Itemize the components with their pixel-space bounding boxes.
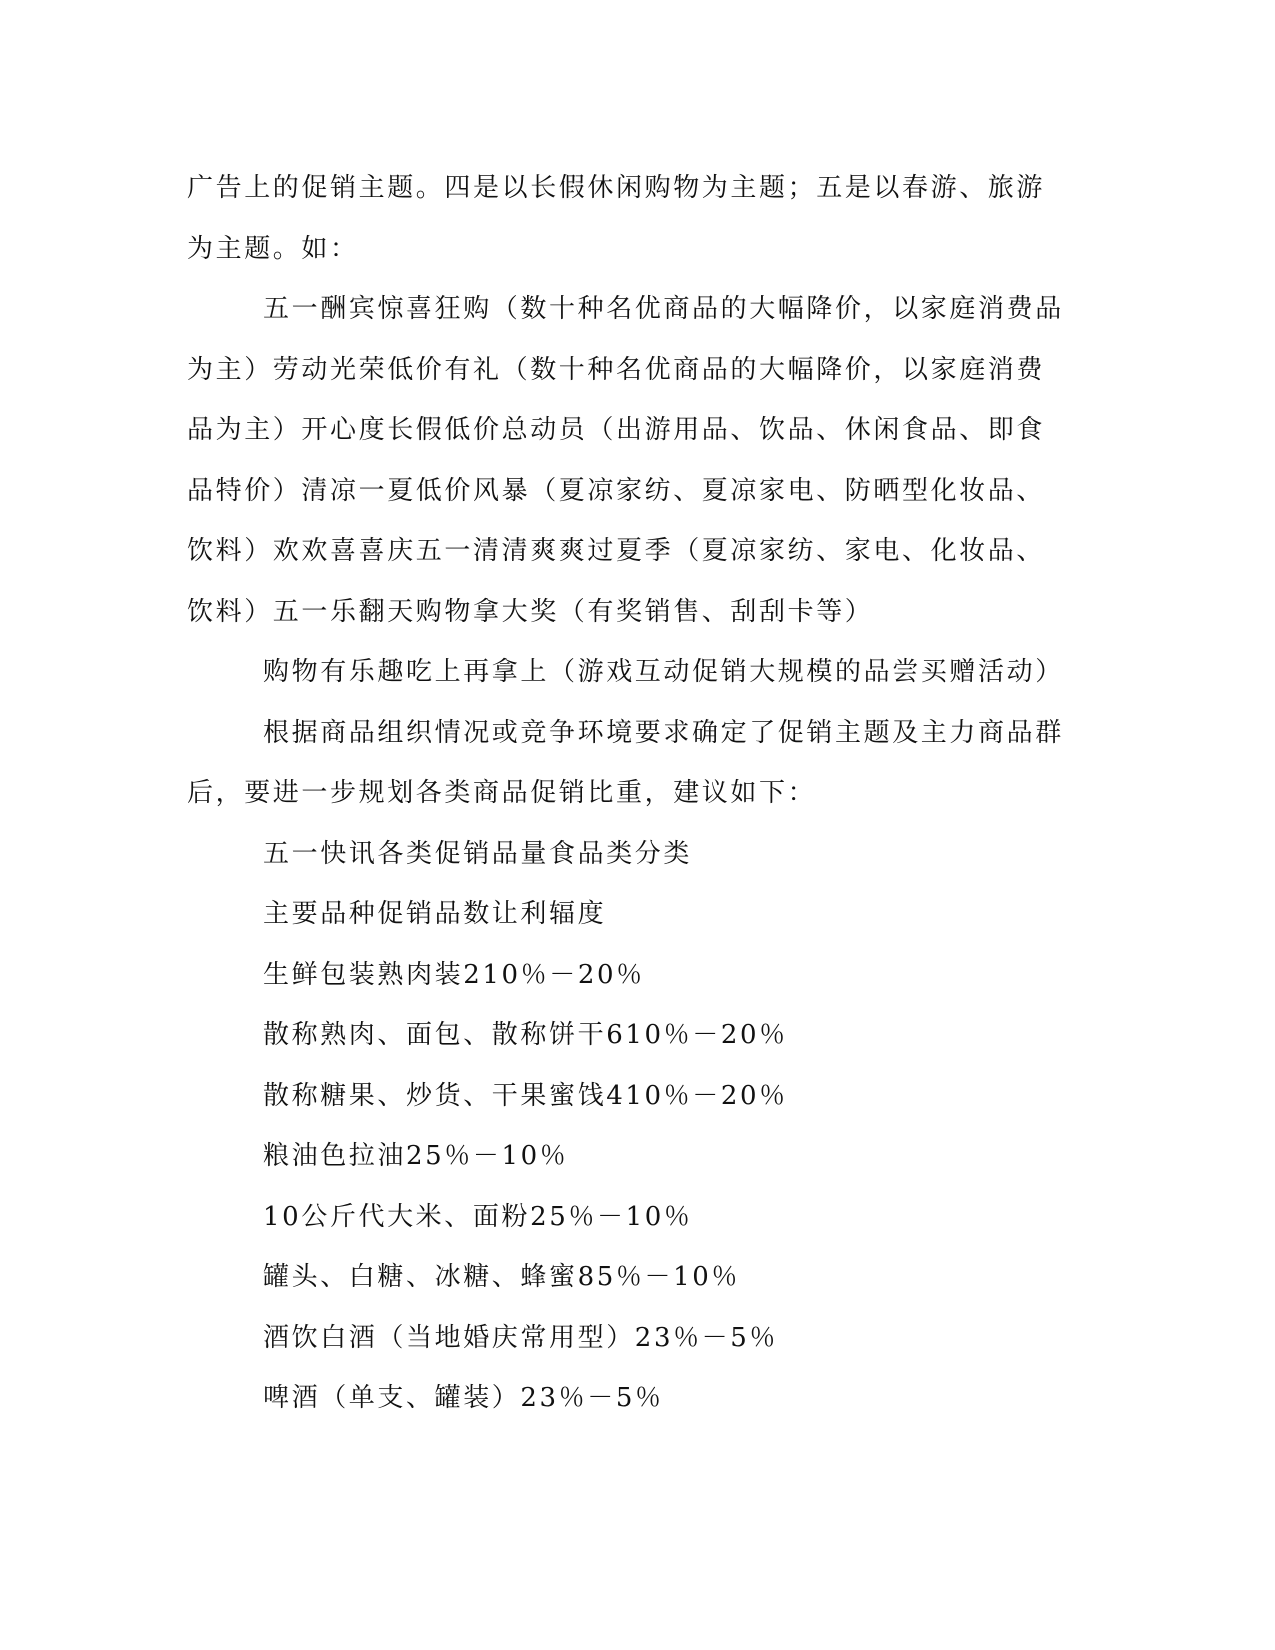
paragraph-promotion-themes: 五一酬宾惊喜狂购（数十种名优商品的大幅降价，以家庭消费品为主）劳动光荣低价有礼（数十种名优商品的大幅降价，以家庭消费品为主）开心度长假低价总动员（出游用品、饮品、休闲食品、即食品特价）清凉一夏低价风暴（夏凉家纺、夏凉家电、防晒型化妆品、饮料）欢欢喜喜庆五一清清爽爽过夏季（夏凉家纺、家电、化妆品、饮料）五一乐翻天购物拿大奖（有奖销售、刮刮卡等） bbox=[187, 294, 1064, 627]
paragraph-planning-advice: 根据商品组织情况或竞争环境要求确定了促销主题及主力商品群后，要进一步规划各类商品促销比重，建议如下： bbox=[187, 717, 1064, 808]
list-line: 生鲜包装熟肉装210％－20％ bbox=[263, 959, 645, 990]
list-line: 啤酒（单支、罐装）23％－5％ bbox=[263, 1383, 664, 1413]
paragraph-fun-shopping: 购物有乐趣吃上再拿上（游戏互动促销大规模的品尝买赠活动） bbox=[263, 657, 1064, 687]
list-line: 酒饮白酒（当地婚庆常用型）23％－5％ bbox=[263, 1322, 779, 1353]
list-line: 散称熟肉、面包、散称饼干610％－20％ bbox=[263, 1020, 788, 1050]
list-line: 罐头、白糖、冰糖、蜂蜜85％－10％ bbox=[263, 1262, 740, 1292]
document-body bbox=[187, 158, 1067, 1429]
list-line: 粮油色拉油25％－10％ bbox=[263, 1141, 569, 1171]
list-line: 散称糖果、炒货、干果蜜饯410％－20％ bbox=[263, 1080, 788, 1111]
list-line: 五一快讯各类促销品量食品类分类 bbox=[263, 838, 693, 869]
paragraph-intro: 广告上的促销主题。四是以长假休闲购物为主题；五是以春游、旅游为主题。如： bbox=[187, 173, 1046, 264]
list-line: 10公斤代大米、面粉25％－10％ bbox=[263, 1201, 693, 1232]
list-line: 主要品种促销品数让利辐度 bbox=[263, 899, 607, 929]
